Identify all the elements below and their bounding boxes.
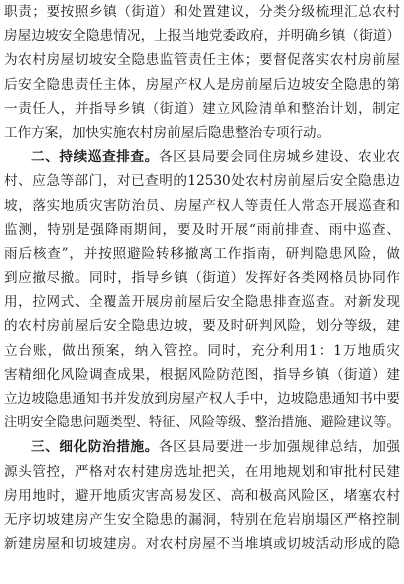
- text-line: 职责；要按照乡镇（街道）和处置建议，分类分级梳理汇总农村: [4, 4, 400, 20]
- section-heading: 三、细化防治措施。: [31, 439, 159, 456]
- text-line: 工作方案，加快实施农村房前屋后隐患整治专项行动。: [4, 124, 331, 141]
- text-line: 房用地时，避开地质灾害高易发区、高和极高风险区，堵塞农村: [4, 487, 400, 504]
- text-line: 源头管控，严格对农村建房选址把关，在用地规划和审批村民建: [4, 463, 400, 480]
- document-page: [4, 0, 400, 556]
- section-first-line: [4, 145, 400, 169]
- text-line: 注明安全隐患问题类型、特征、风险等级、整治措施、避险建议等。: [4, 415, 400, 431]
- text-line: 房屋边坡安全隐患情况，上报当地党委政府，并明确乡镇（街道）: [4, 28, 400, 45]
- text-line: 新建房屋和切坡建房。对农村房屋不当堆填或切坡活动形成的隐: [4, 536, 400, 553]
- text-span: 各区县局要进一步加强规律总结，加强: [158, 439, 401, 456]
- text-line: 立台账，做出预案，纳入管控。同时，充分利用1：1万地质灾: [4, 342, 400, 359]
- text-line: 监测，特别是强降雨期间，要及时开展“雨前排查、雨中巡查、: [4, 221, 400, 238]
- text-line: 的农村房前屋后安全隐患边坡，要及时研判风险，划分等级，建: [4, 318, 400, 335]
- text-line: 无序切坡建房产生安全隐患的漏洞，特别在危岩崩塌区严格控制: [4, 511, 400, 528]
- text-line: 坡，落实地质灾害防治员、房屋产权人等责任人常态开展巡查和: [4, 197, 400, 214]
- text-span: 各区县局要会同住房城乡建设、农业农: [158, 149, 401, 166]
- section-heading: 二、持续巡查排查。: [31, 149, 159, 166]
- text-line: 后安全隐患责任主体，房屋产权人是房前屋后边坡安全隐患的第: [4, 76, 400, 93]
- text-line: 用，拉网式、全覆盖开展房前屋后安全隐患排查巡查。对新发现: [4, 294, 400, 311]
- text-line: 立边坡隐患通知书并发放到房屋产权人手中，边坡隐患通知书中要: [4, 391, 400, 407]
- section-first-line: [4, 435, 400, 459]
- text-line: 雨后核查”，并按照避险转移撤离工作指南，研判隐患风险，做: [4, 245, 400, 262]
- text-line: 一责任人，并指导乡镇（街道）建立风险清单和整治计划，制定: [4, 100, 400, 117]
- text-line: 村、应急等部门，对已查明的12530处农村房前屋后安全隐患边: [4, 173, 400, 190]
- text-line: 害精细化风险调查成果，根据风险防范图，指导乡镇（街道）建: [4, 366, 400, 383]
- text-line: 为农村房屋切坡安全隐患监管责任主体；要督促落实农村房前屋: [4, 52, 400, 69]
- text-line: 到应撤尽撤。同时，指导乡镇（街道）发挥好各类网格员协同作: [4, 270, 400, 287]
